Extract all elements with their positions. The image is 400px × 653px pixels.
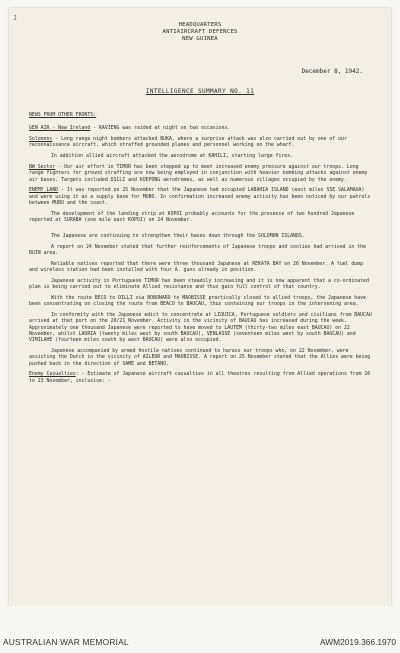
document-title: INTELLIGENCE SUMMARY NO. 11 <box>145 88 255 95</box>
corner-mark: 1 <box>13 14 18 22</box>
header-line-2: ANTIAIRCRAFT DEFENCES <box>162 29 238 35</box>
section-heading-news: NEWS FROM OTHER FRONTS: <box>29 112 97 118</box>
document-body <box>29 112 373 389</box>
paragraph-lead: NW Sector <box>29 163 56 170</box>
archive-footer <box>0 606 400 653</box>
paragraph-timor: Japanese activity in Portuguese TIMOR has been steadily increasing and it is now apparent that a co-ordinated plan is being carried out to eliminate Allied resistance and thus gain full control of that country. <box>29 277 369 291</box>
paragraph-solomon-islands: The Japanese are continuing to strengthen their bases down through the SOLOMON ISLANDS. <box>51 232 305 239</box>
paragraph-lead: Solomons <box>29 136 53 143</box>
paragraph-text: - KAVIENG was raided at night on two occasions. <box>90 125 231 132</box>
header-line-3: NEW GUINEA <box>182 36 218 42</box>
paragraph-nw-sector <box>29 164 373 183</box>
paragraph-enemy-land <box>29 187 373 206</box>
paragraph-rekata-bay: Reliable natives reported that there were three thousand Japanese at REKATA BAY on 26 November. A fuel dump and wireless station had been installed with four A. guns already in position. <box>29 260 364 274</box>
paragraph-route: With the route BECO to DILLI via BOBONARO to MAOBISSE practically closed to allied troops, the Japanese have been concentrating on closing the route from BEACO to BAUCAU, thus containing our troops in the intervening area. <box>29 294 366 308</box>
paragraph-lead: GEN AIR - New Ireland <box>29 125 91 132</box>
paragraph-text: - It was reported on 25 November that the Japanese had occupied LABAHIA ISLAND (east miles SSE SALAMAUA) and were using it as a supply base for MUBO. In confirmation increased enemy activity has been noticed by our patrols between MUBO and the coast. <box>29 187 371 206</box>
archive-name: AUSTRALIAN WAR MEMORIAL <box>3 637 129 647</box>
document-page <box>9 8 391 606</box>
paragraph-lead: Enemy Casualties <box>29 371 76 378</box>
paragraph-new-ireland <box>29 125 373 131</box>
header-line-1: HEADQUARTERS <box>178 22 222 28</box>
paragraph-lead: ENEMY LAND <box>29 187 59 194</box>
paragraph-kahili: In addition allied aircraft attacked the aerodrome at KAHILI, starting large fires. <box>51 153 294 160</box>
archive-reference: AWM2019.366.1970 <box>319 637 396 647</box>
paragraph-liquica: In conformity with the Japanese edict to concentrate at LIQUICA, Portuguese soldiers and civilians from BAUCAU arrived at that port on the 20/21 November. Activity in the vicinity of BAUCAU has increased during the week. Approximately one thousand Japanese were reported to have moved to LAUTEM (thirty-two miles east BAUCAU) on 22 November, whilst LAURIA (twenty miles west by south BAUCAU), VENLASSE (seventeen miles west by south BAUCAU) and VIMILAHE (fourteen miles south by west BAUCAU) were also occupied. <box>29 312 372 344</box>
paragraph-text: - Long range night bombers attacked BUKA, where a surprise attack was also carried out by one of our reconnaissance aircraft, which straffed grounded planes and personnel working on the wharf. <box>29 136 347 149</box>
paragraph-enemy-casualties <box>29 371 373 384</box>
paragraph-kopoi: The development of the landing strip at KOPOI probably accounts for the presence of two hundred Japanese reported at SURABA (one mile east KOPOI) on 24 November. <box>29 210 355 224</box>
paragraph-text: : - Estimate of Japanese aircraft casualties in all theatres resulting from Allied operations from 16 to 23 November, inclusive: - <box>29 371 371 384</box>
document-date: December 8, 1942. <box>301 68 363 75</box>
document-header <box>9 22 391 43</box>
paragraph-hostile-natives: Japanese accompanied by armed hostile natives continued to harass our troops who, on 22 November, were assisting the Dutch in the vicinity of AILEUR and MAOBISSE. A report on 25 November stated that the Allies were being pushed back in the direction of SAME and BETANO. <box>29 348 371 367</box>
paragraph-text: - Our air effort in TIMOR has been stepped up to meet increased enemy pressure against our troops. Long range fighters for ground straffing are now being employed in conjunction with heavier bombing attacks against enemy air bases. Targets included DILLI and KOEPONG aerodromes, as well as numerous villages occupied by the enemy. <box>29 163 368 183</box>
paragraph-solomons <box>29 136 373 149</box>
paragraph-buin: A report on 24 November stated that further reinforcements of Japanese troops and coolies had arrived in the BUIN area. <box>29 243 366 256</box>
